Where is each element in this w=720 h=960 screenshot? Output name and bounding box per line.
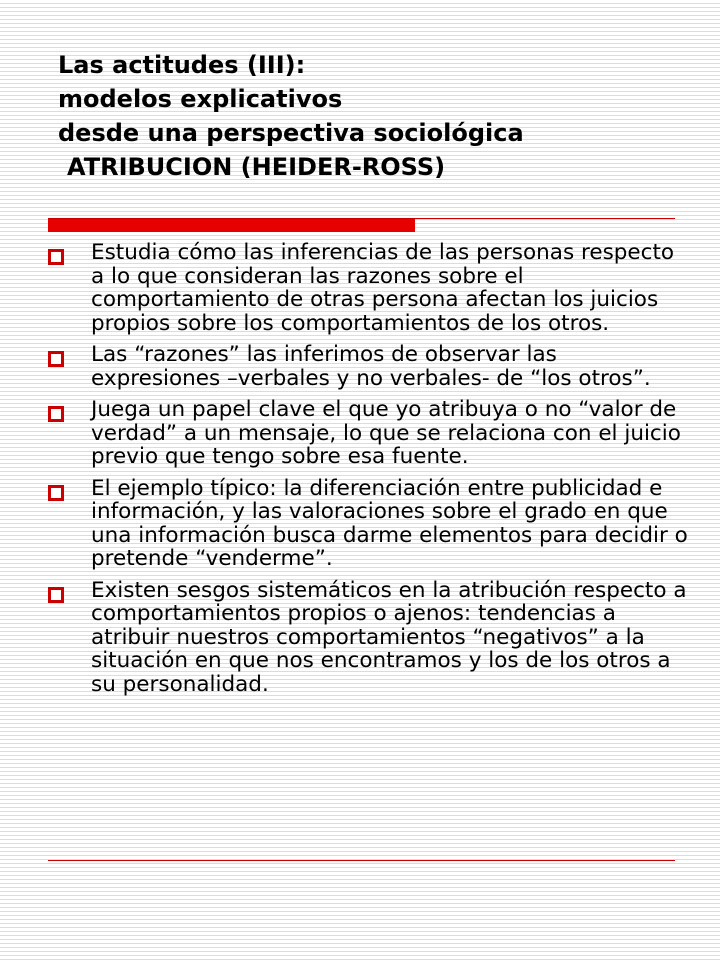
bullet-text: Juega un papel clave el que yo atribuya o no “valor de verdad” a un mensaje, lo que se relaciona con el juicio previo que tengo sobre esa fuente. [91,397,681,469]
bullet-text: Existen sesgos sistemáticos en la atribución respecto a comportamientos propios o ajenos: tendencias a atribuir nuestros comportamientos “negativos” a la situación en que nos encontramos y los de los otros a su personalidad. [91,577,687,697]
bullet-text: Estudia cómo las inferencias de las personas respecto a lo que consideran las razones sobre el comportamiento de otras persona afectan los juicios propios sobre los comportamientos de los otros. [91,240,675,336]
bullet-text: El ejemplo típico: la diferenciación entre publicidad e información, y las valoraciones sobre el grado en que una información busca darme elementos para decidir o pretende “venderme”. [91,475,688,571]
hollow-square-bullet-icon [48,406,64,422]
bullet-list [48,241,688,704]
bullet-item [48,398,688,469]
hollow-square-bullet-icon [48,351,64,367]
bullet-item [48,241,688,335]
red-accent-bar [48,219,415,232]
bullet-item [48,477,688,571]
hollow-square-bullet-icon [48,485,64,501]
bullet-item [48,579,688,697]
slide-title [58,48,698,184]
title-line-3: desde una perspectiva sociológica [58,119,524,147]
title-line-1: Las actitudes (III): [58,51,306,79]
title-line-4: ATRIBUCION (HEIDER-ROSS) [67,153,446,181]
hollow-square-bullet-icon [48,587,64,603]
hollow-square-bullet-icon [48,249,64,265]
title-line-2: modelos explicativos [58,85,343,113]
bullet-item [48,343,688,390]
bottom-divider-line [48,860,675,861]
bullet-text: Las “razones” las inferimos de observar las expresiones –verbales y no verbales- de “los otros”. [91,342,651,391]
